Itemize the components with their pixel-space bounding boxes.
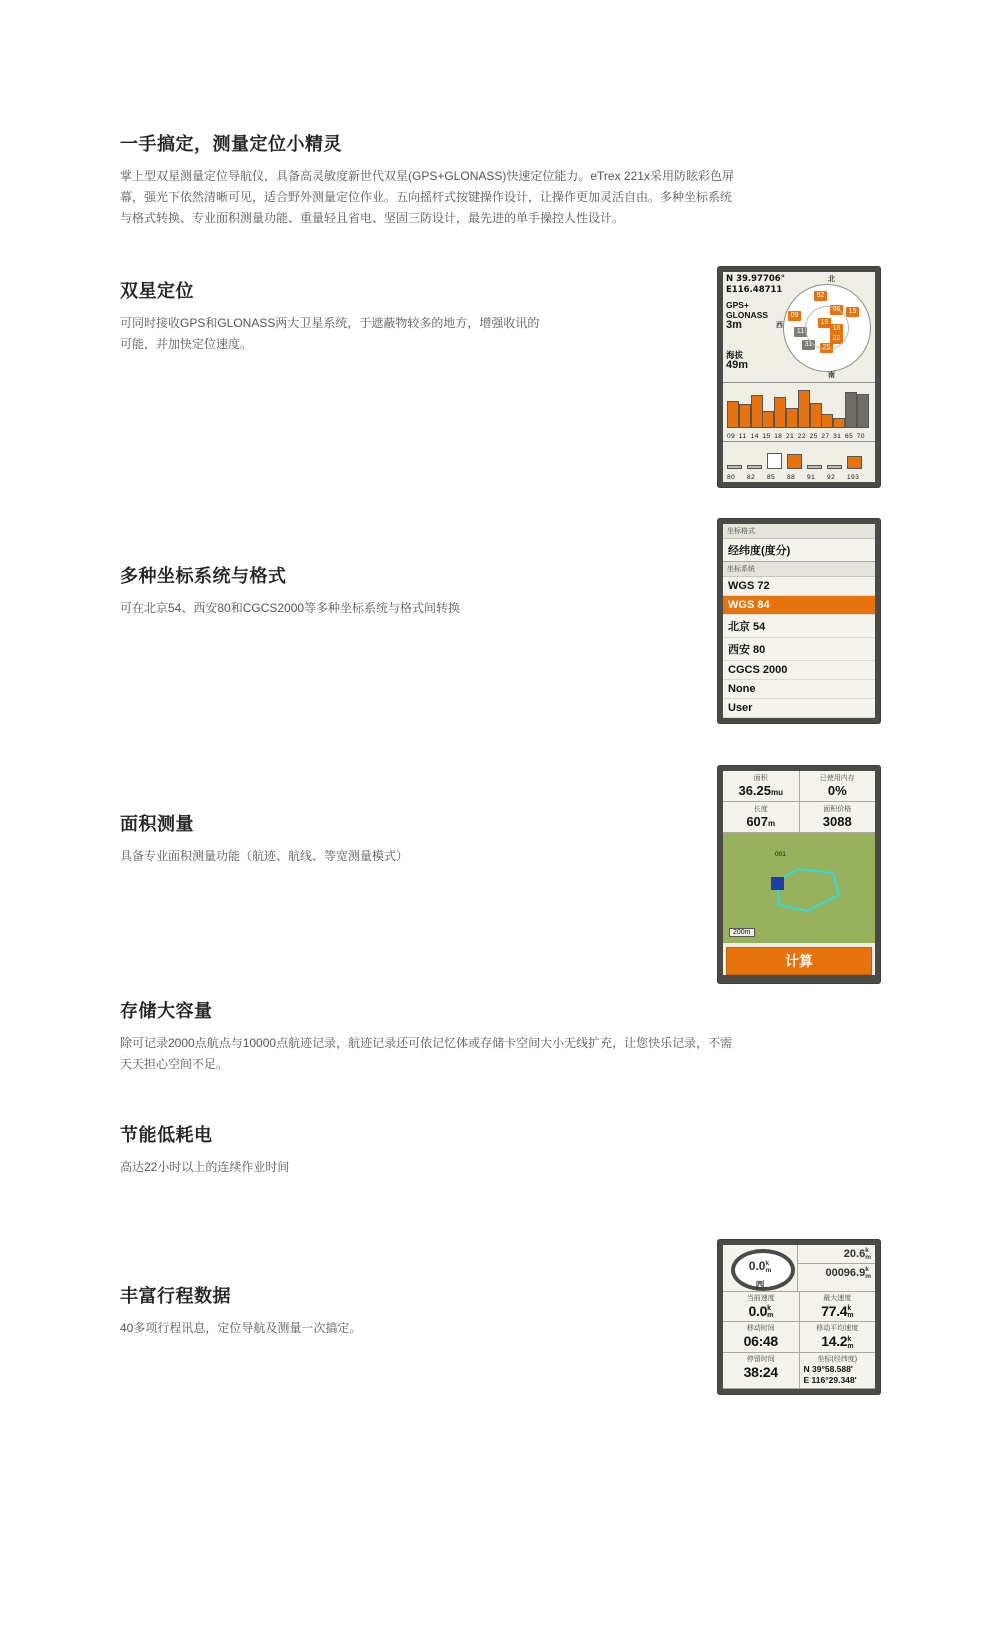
area-screen <box>723 771 875 975</box>
section-text <box>120 772 550 867</box>
moving-time-label: 移动时间 <box>746 1325 775 1333</box>
signal-bar <box>774 397 786 428</box>
coordinates-cell <box>799 1353 876 1388</box>
calculate-button[interactable]: 计算 <box>726 947 872 975</box>
sky-sat-06: 06 <box>830 305 843 315</box>
sky-sat-15: 15 <box>846 307 859 317</box>
signal-bar-label: 11 <box>738 433 747 440</box>
length-number: 607 <box>746 814 769 829</box>
odometer-total-value: 00096.9 <box>825 1266 866 1279</box>
stopped-time-cell <box>723 1353 799 1388</box>
gauge-direction: 西 <box>755 1280 765 1290</box>
length-unit: m <box>768 819 776 828</box>
intro-section <box>120 130 880 229</box>
trip-screenshot <box>718 1240 880 1394</box>
signal-bar <box>747 465 762 469</box>
signal-bar-label: 22 <box>797 433 807 440</box>
page-title: 一手搞定，测量定位小精灵 <box>120 134 342 154</box>
bar-axis-secondary <box>727 474 871 481</box>
max-speed-number: 77.4 <box>821 1303 848 1319</box>
section-body: 可在北京54、西安80和CGCS2000等多种坐标系统与格式间转换 <box>120 601 461 615</box>
signal-bar <box>845 392 857 428</box>
area-number: 36.25 <box>738 783 772 798</box>
section-storage <box>120 997 880 1075</box>
max-speed-cell <box>799 1292 876 1321</box>
odometer-partial <box>798 1245 875 1264</box>
coordinate-screenshot <box>718 519 880 723</box>
section-trip-data <box>120 1247 880 1465</box>
signal-bar-label: 80 <box>727 474 736 481</box>
signal-bar-label: 82 <box>747 474 756 481</box>
format-value[interactable]: 经纬度(度分) <box>723 539 875 562</box>
signal-bar-label: 92 <box>827 474 836 481</box>
sky-sat-31: 31 <box>802 340 815 350</box>
bar-group-primary <box>727 386 871 428</box>
bar-group-secondary <box>727 445 871 469</box>
odometer-total <box>798 1264 875 1282</box>
signal-bar-label: 88 <box>787 474 796 481</box>
coordinate-system-item[interactable]: 西安 80 <box>723 638 875 661</box>
signal-bar-label: 85 <box>767 474 776 481</box>
latitude-value: N 39.97706° <box>726 274 785 284</box>
coordinate-system-item[interactable]: WGS 72 <box>723 577 875 596</box>
signal-bar <box>739 404 751 428</box>
length-value <box>723 814 799 829</box>
current-speed-unit: k m <box>767 1305 773 1320</box>
signal-bar <box>821 414 833 428</box>
section-text <box>120 1250 550 1339</box>
coordinates-readout <box>726 274 785 296</box>
section-title: 丰富行程数据 <box>120 1286 231 1306</box>
trip-row <box>723 1322 875 1352</box>
device-bezel <box>718 519 880 723</box>
signal-bar <box>833 418 845 428</box>
coordinate-system-item[interactable]: CGCS 2000 <box>723 661 875 680</box>
device-bezel <box>718 267 880 487</box>
speed-gauge <box>723 1245 798 1291</box>
area-value <box>723 783 799 798</box>
odometer-partial-unit: k m <box>865 1247 871 1261</box>
signal-bar-chart-primary <box>723 383 875 442</box>
max-speed-value <box>800 1303 876 1319</box>
moving-avg-number: 14.2 <box>821 1333 848 1350</box>
current-speed-cell <box>723 1292 799 1321</box>
section-title: 节能低耗电 <box>120 1125 213 1145</box>
device-bezel <box>718 1240 880 1394</box>
section-body: 具备专业面积测量功能（航迹、航线、等宽测量模式） <box>120 849 409 863</box>
signal-bar <box>787 454 802 469</box>
system-label: 坐标系统 <box>723 562 875 577</box>
signal-bar-label: 15 <box>762 433 771 440</box>
accuracy-value: 3m <box>726 319 742 331</box>
signal-bar-label: 65 <box>844 433 854 440</box>
length-label: 长度 <box>753 806 768 813</box>
signal-bar-label: 14 <box>750 433 759 440</box>
signal-bar <box>798 390 810 428</box>
sky-sat-22: 22 <box>830 334 843 344</box>
area-unit: mu <box>771 788 784 797</box>
moving-time-cell <box>723 1322 799 1351</box>
section-body: 高达22小时以上的连续作业时间 <box>120 1160 290 1174</box>
satellite-sky-view <box>723 272 875 383</box>
area-screenshot <box>718 766 880 983</box>
coordinates-label: 坐标(经纬度) <box>817 1355 858 1363</box>
signal-bar <box>727 401 739 428</box>
content-column <box>120 130 880 1465</box>
signal-bar <box>857 394 869 428</box>
signal-bar-chart-secondary <box>723 442 875 482</box>
track-polygon-icon <box>767 861 853 921</box>
coordinate-system-item[interactable]: User <box>723 699 875 718</box>
signal-bar <box>786 408 798 428</box>
signal-bar-label: 18 <box>774 433 783 440</box>
signal-bar-label: 27 <box>821 433 830 440</box>
area-map[interactable] <box>723 833 875 943</box>
signal-bar-label: 31 <box>833 433 842 440</box>
longitude-value: E116.48711 <box>726 285 783 295</box>
compass-west: 西 <box>776 322 783 329</box>
section-body: 40多项行程讯息，定位导航及测量一次搞定。 <box>120 1321 362 1335</box>
section-title: 存储大容量 <box>120 1001 213 1021</box>
map-scale: 200m <box>729 928 755 937</box>
trip-top-row <box>723 1245 875 1292</box>
section-text <box>120 277 550 355</box>
altitude-value: 49m <box>726 359 749 371</box>
memory-label: 已使用内存 <box>819 775 855 782</box>
signal-bar <box>847 456 862 469</box>
altitude-label: 海拔 <box>726 350 744 360</box>
price-label: 面积价格 <box>823 806 852 813</box>
sky-sat-19: 19 <box>818 318 831 328</box>
track-label: 001 <box>775 851 786 858</box>
section-body: 除可记录2000点航点与10000点航迹记录，航迹记录还可依记忆体或存储卡空间大小无线扩充，让您快乐记录，不需天天担心空间不足。 <box>120 1036 733 1071</box>
compass-south: 南 <box>828 372 835 379</box>
coordinate-system-item[interactable]: 北京 54 <box>723 615 875 638</box>
stopped-time-value: 38:24 <box>743 1363 778 1380</box>
bar-axis-primary <box>727 433 871 440</box>
sky-sat-92: 92 <box>814 291 827 301</box>
coordinates-lat: N 39°58.588' <box>803 1363 853 1374</box>
gnss-label-1: GPS+ <box>726 300 749 310</box>
coordinate-system-item[interactable]: None <box>723 680 875 699</box>
signal-bar <box>751 395 763 428</box>
satellite-screenshot <box>718 267 880 487</box>
area-label: 面积 <box>753 775 768 782</box>
trip-stats-grid <box>723 1292 875 1389</box>
gnss-label-2: GLONASS <box>726 310 769 320</box>
trip-row <box>723 1292 875 1322</box>
price-value: 3088 <box>822 814 852 829</box>
section-coordinate-systems <box>120 527 880 772</box>
length-stat-cell <box>723 802 799 832</box>
stopped-time-label: 停留时间 <box>746 1355 775 1363</box>
signal-bar <box>767 453 782 469</box>
signal-bar <box>827 465 842 469</box>
odometer-partial-value: 20.6 <box>843 1247 866 1260</box>
odometer-total-unit: k m <box>865 1266 871 1280</box>
signal-bar <box>762 411 774 428</box>
gnss-system-label <box>726 300 768 330</box>
sky-plot <box>783 284 871 372</box>
trip-row <box>723 1353 875 1389</box>
moving-avg-label: 移动平均速度 <box>816 1325 859 1333</box>
moving-avg-value <box>800 1333 876 1349</box>
area-stat-cell <box>723 771 799 801</box>
moving-avg-unit: k m <box>847 1335 854 1350</box>
gauge-number: 0.0 <box>748 1259 766 1273</box>
device-bezel <box>718 766 880 983</box>
format-label: 坐标格式 <box>723 524 875 539</box>
current-speed-number: 0.0 <box>748 1303 768 1319</box>
signal-bar-label: 70 <box>856 433 865 440</box>
section-title: 面积测量 <box>120 814 194 834</box>
signal-bar-label: 09 <box>727 433 736 440</box>
section-body: 可同时接收GPS和GLONASS两大卫星系统，于遮蔽物较多的地方，增强收讯的可能，并加快定位速度。 <box>120 316 540 351</box>
altitude-group <box>726 350 748 370</box>
gauge-unit: k m <box>765 1259 772 1274</box>
intro-body: 掌上型双星测量定位导航仪，具备高灵敏度新世代双星(GPS+GLONASS)快速定位能力。eTrex 221x采用防眩彩色屏幕，强光下依然清晰可见，适合野外测量定位作业。五向摇杆式按键操作设计，让操作更加灵活自由。多种坐标系统与格式转换、专业面积测量功能、重量轻且省电、坚固三防设计，最先进的单手操控人性设计。 <box>120 169 734 225</box>
coordinate-system-list[interactable] <box>723 577 875 718</box>
section-title: 多种坐标系统与格式 <box>120 566 287 586</box>
signal-bar-label: 25 <box>809 433 818 440</box>
section-title: 双星定位 <box>120 281 194 301</box>
price-stat-cell <box>799 802 876 832</box>
section-text <box>120 527 550 619</box>
section-dual-positioning <box>120 274 880 527</box>
coordinate-screen <box>723 524 875 718</box>
trip-computer-screen <box>723 1245 875 1389</box>
trip-right-readouts <box>798 1245 875 1291</box>
signal-bar-label: 91 <box>807 474 816 481</box>
current-speed-label: 当前速度 <box>746 1295 775 1302</box>
area-stats-row-2 <box>723 802 875 833</box>
compass-north: 北 <box>828 276 835 283</box>
coordinates-lon: E 116°29.348' <box>803 1374 857 1385</box>
signal-bar-label: 193 <box>847 474 860 481</box>
signal-bar <box>807 465 822 469</box>
satellite-screen <box>723 272 875 482</box>
signal-bar <box>810 403 822 428</box>
memory-stat-cell <box>799 771 876 801</box>
section-power-saving <box>120 1121 880 1178</box>
signal-bar <box>727 465 742 469</box>
moving-time-value: 06:48 <box>743 1333 778 1350</box>
sky-sat-09: 09 <box>788 311 801 321</box>
coordinate-system-item[interactable]: WGS 84 <box>723 596 875 615</box>
section-area-measure <box>120 772 880 997</box>
max-speed-label: 最大速度 <box>823 1295 852 1302</box>
gauge-value <box>723 1259 797 1274</box>
sky-sat-25: 25 <box>820 343 833 353</box>
memory-value: 0% <box>827 783 847 798</box>
sky-sat-11: 11 <box>794 327 807 337</box>
signal-bar-label: 21 <box>785 433 795 440</box>
moving-avg-cell <box>799 1322 876 1351</box>
area-stats-row-1 <box>723 771 875 802</box>
current-speed-value <box>723 1303 799 1319</box>
sky-sat-18: 18 <box>830 324 843 334</box>
max-speed-unit: k m <box>847 1305 854 1320</box>
